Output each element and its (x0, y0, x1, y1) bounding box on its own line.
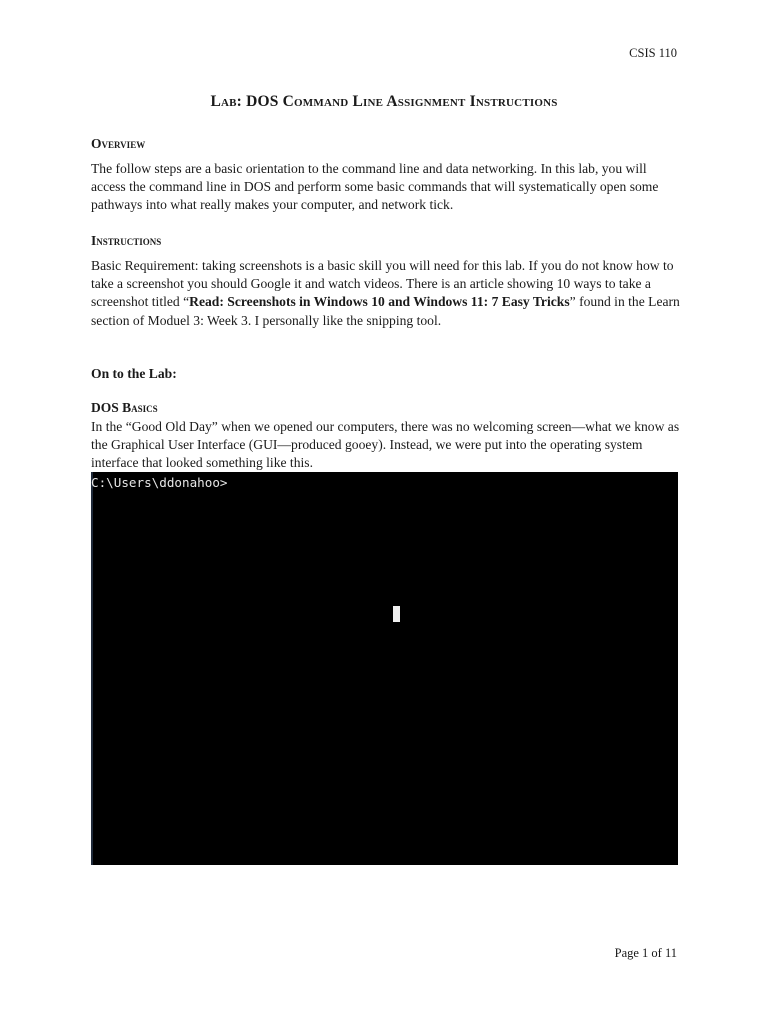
on-to-lab-label: On to the Lab: (91, 366, 177, 381)
console-edge (91, 472, 93, 865)
overview-text: The follow steps are a basic orientation to the command line and data networking. In this lab, you will access the command line in DOS and perform some basic commands that will systematically open some pathways into what really makes your computer, and network tick. (91, 161, 659, 213)
page-title: Lab: DOS Command Line Assignment Instructions (210, 93, 558, 110)
article-title: Read: Screenshots in Windows 10 and Windows 11: 7 Easy Tricks (189, 294, 570, 310)
dos-basics-heading: DOS Basics (91, 400, 158, 415)
instructions-text-before: Basic Requirement: taking screenshots is a basic skill you will need for this lab. If you do not know how to take a screenshot you should Google it and watch videos. There is an article showing 10 ways to take a screenshot titled “ (91, 258, 674, 310)
dos-basics-text: In the “Good Old Day” when we opened our computers, there was no welcoming screen—what we know as the Graphical User Interface (GUI—produced gooey). Instead, we were put into the operating system interface that looked something like this. (91, 419, 680, 471)
instructions-heading: Instructions (91, 233, 162, 248)
console-cursor (393, 606, 400, 622)
page-number: Page 1 of 11 (614, 946, 677, 960)
course-code: CSIS 110 (629, 46, 677, 60)
command-prompt-screenshot (91, 472, 678, 865)
console-prompt: C:\Users\ddonahoo> (91, 475, 228, 490)
overview-heading: Overview (91, 136, 146, 151)
instructions-text-after: ” found in the Learn section of Moduel 3: Week 3. I personally like the snipping tool. (91, 294, 680, 328)
instructions-text (91, 257, 681, 330)
